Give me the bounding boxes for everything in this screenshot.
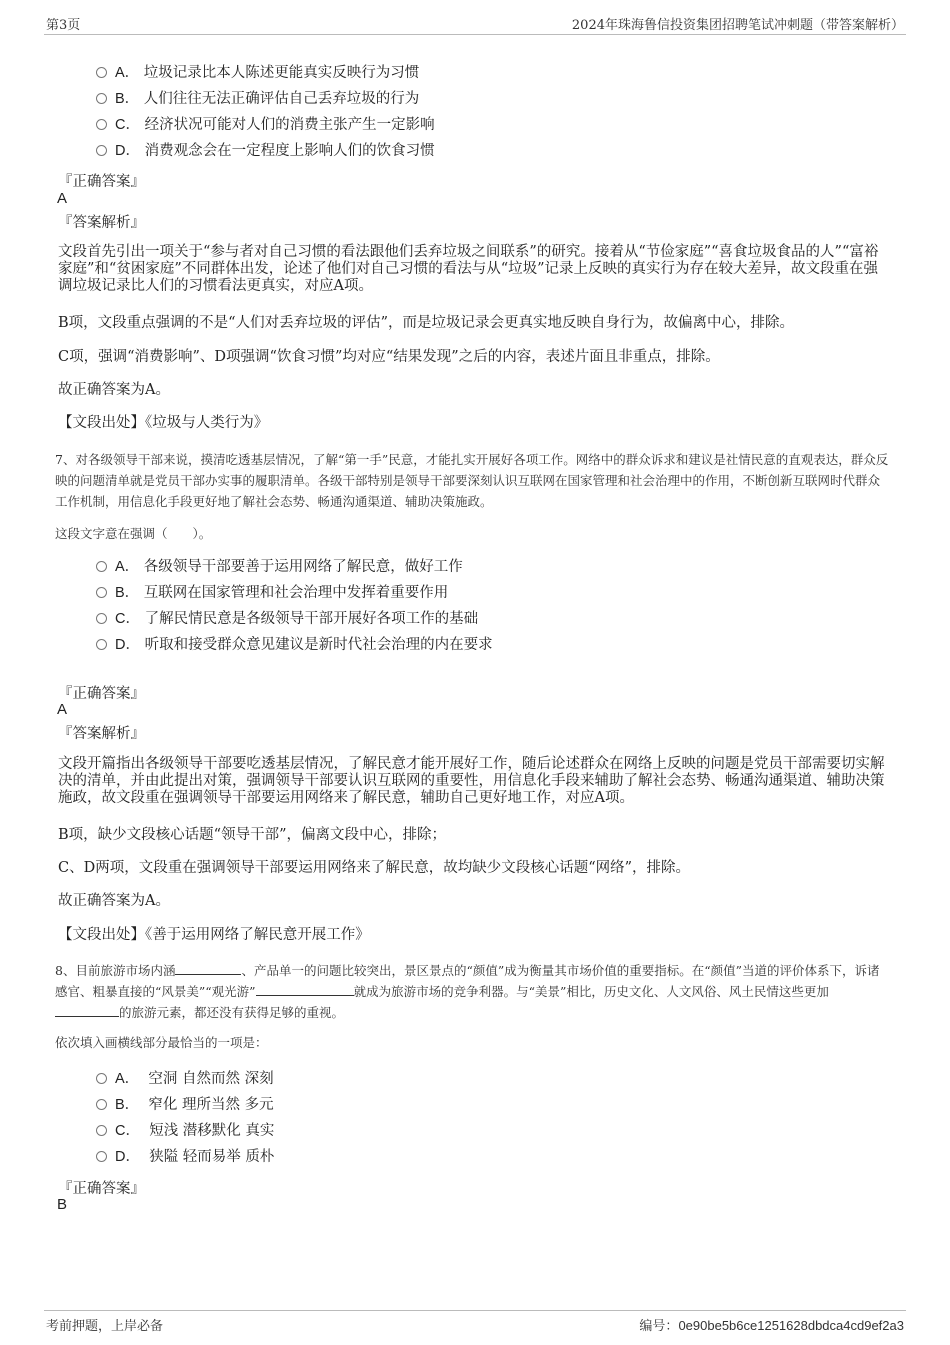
q6-analysis-paragraph: B项，文段重点强调的不是“人们对丢弃垃圾的评估”，而是垃圾记录会更真实地反映自身行为，故偏离中心，排除。 — [58, 315, 794, 331]
q7-prompt: 这段文字意在强调（ ）。 — [55, 526, 212, 541]
q7-option-d[interactable]: D． 听取和接受群众意见建议是新时代社会治理的内在要求 — [96, 632, 493, 658]
q6-option-b[interactable]: B． 人们往往无法正确评估自己丢弃垃圾的行为 — [96, 86, 435, 112]
radio-icon[interactable] — [96, 613, 107, 624]
q7-stem: 7、对各级领导干部来说，摸清吃透基层情况，了解“第一手”民意，才能扎实开展好各项工作。网络中的群众诉求和建议是社情民意的直观表达，群众反映的问题清单就是党员干部办实事的履职清单。各级干部特别是领导干部要深刻认识互联网在国家管理和社会治理中的作用，不断创新互联网时代群众工作机制，用信息化手段更好地了解社会态势、畅通沟通渠道、辅助决策施政。 — [55, 452, 889, 509]
q7-source: 【文段出处】《善于运用网络了解民意开展工作》 — [58, 927, 370, 943]
page-number: 第3页 — [46, 18, 81, 33]
q7-options — [96, 554, 493, 658]
fill-blank-2[interactable] — [256, 982, 354, 996]
q8-option-a[interactable]: A． 空洞 自然而然 深刻 — [96, 1066, 274, 1092]
radio-icon[interactable] — [96, 145, 107, 156]
q8-answer-label: 『正确答案』 — [58, 1181, 145, 1197]
q8-answer: B — [57, 1196, 68, 1213]
q6-conclusion: 故正确答案为A。 — [58, 382, 170, 398]
q8-option-c[interactable]: C． 短浅 潜移默化 真实 — [96, 1118, 274, 1144]
q6-answer: A — [57, 190, 68, 207]
page-footer — [44, 1310, 906, 1335]
radio-icon[interactable] — [96, 93, 107, 104]
radio-icon[interactable] — [96, 1125, 107, 1136]
q6-option-c[interactable]: C． 经济状况可能对人们的消费主张产生一定影响 — [96, 112, 435, 138]
document-code: 编号：0e90be5b6ce1251628dbdca4cd9ef2a3 — [639, 1318, 904, 1334]
q6-source: 【文段出处】《垃圾与人类行为》 — [58, 415, 269, 431]
q6-option-a[interactable]: A． 垃圾记录比本人陈述更能真实反映行为习惯 — [96, 60, 435, 86]
q7-conclusion: 故正确答案为A。 — [58, 893, 170, 909]
radio-icon[interactable] — [96, 587, 107, 598]
radio-icon[interactable] — [96, 67, 107, 78]
q7-option-c[interactable]: C． 了解民情民意是各级领导干部开展好各项工作的基础 — [96, 606, 493, 632]
q6-analysis-paragraph: 文段首先引出一项关于“参与者对自己习惯的看法跟他们丢弃垃圾之间联系”的研究。接着从“节俭家庭”“喜食垃圾食品的人”“富裕家庭”和“贫困家庭”不同群体出发，论述了他们对自己习惯的看法与从“垃圾”记录上反映的真实行为存在较大差异，故文段重在强调垃圾记录比人们的习惯看法更真实，对应A项。 — [58, 244, 879, 294]
q7-analysis-paragraph: C、D两项，文段重在强调领导干部要运用网络来了解民意，故均缺少文段核心话题“网络”，排除。 — [58, 860, 691, 876]
q6-answer-label: 『正确答案』 — [58, 174, 145, 190]
q8-option-d[interactable]: D． 狭隘 轻而易举 质朴 — [96, 1144, 274, 1170]
q6-analysis-paragraph: C项，强调“消费影响”、D项强调“饮食习惯”均对应“结果发现”之后的内容，表述片面且非重点，排除。 — [58, 349, 720, 365]
q6-options — [96, 60, 435, 164]
radio-icon[interactable] — [96, 119, 107, 130]
document-title: 2024年珠海鲁信投资集团招聘笔试冲刺题（带答案解析） — [571, 18, 904, 33]
radio-icon[interactable] — [96, 1151, 107, 1162]
q7-answer-label: 『正确答案』 — [58, 686, 145, 702]
radio-icon[interactable] — [96, 1099, 107, 1110]
q7-analysis-paragraph: 文段开篇指出各级领导干部要吃透基层情况，了解民意才能开展好工作，随后论述群众在网络上反映的问题是党员干部需要切实解决的清单，并由此提出对策，强调领导干部要认识互联网的重要性，用信息化手段来辅助了解社会态势、畅通沟通渠道、辅助决策施政，故文段重在强调领导干部要运用网络来了解民意，辅助自己更好地工作，对应A项。 — [58, 756, 885, 806]
q7-analysis-paragraph: B项，缺少文段核心话题“领导干部”，偏离文段中心，排除； — [58, 827, 446, 843]
q7-option-b[interactable]: B． 互联网在国家管理和社会治理中发挥着重要作用 — [96, 580, 493, 606]
fill-blank-1[interactable] — [175, 961, 241, 975]
q8-options — [96, 1066, 274, 1170]
q7-option-a[interactable]: A． 各级领导干部要善于运用网络了解民意，做好工作 — [96, 554, 493, 580]
footer-slogan: 考前押题，上岸必备 — [46, 1319, 164, 1334]
page-header — [44, 12, 906, 35]
q6-analysis-label: 『答案解析』 — [58, 215, 145, 231]
q8-prompt: 依次填入画横线部分最恰当的一项是： — [55, 1035, 268, 1050]
q7-analysis-label: 『答案解析』 — [58, 726, 145, 742]
radio-icon[interactable] — [96, 1073, 107, 1084]
q6-option-d[interactable]: D． 消费观念会在一定程度上影响人们的饮食习惯 — [96, 138, 435, 164]
q7-answer: A — [57, 701, 68, 718]
radio-icon[interactable] — [96, 639, 107, 650]
q8-stem: 8、目前旅游市场内涵 、产品单一的问题比较突出，景区景点的“颜值”成为衡量其市场价值的重要指标。在“颜值”当道的评价体系下，诉诸感官、粗暴直接的“风景美”“观光游” 就成为旅游市场的竞争利器。与“美景”相比，历史文化、人文风俗、风土民情这些更加的旅游元素，都还没有获得足够的重视。 — [55, 963, 880, 1020]
q8-option-b[interactable]: B． 窄化 理所当然 多元 — [96, 1092, 274, 1118]
radio-icon[interactable] — [96, 561, 107, 572]
fill-blank-3[interactable] — [55, 1003, 119, 1017]
